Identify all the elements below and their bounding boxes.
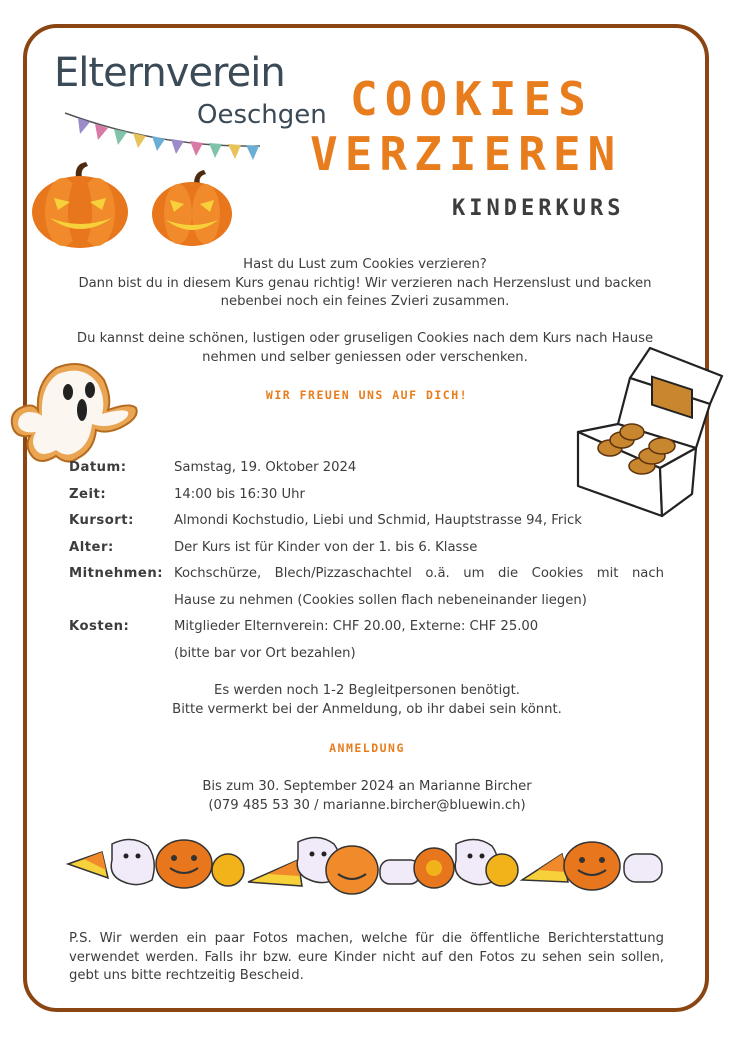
helpers-line: Bitte vermerkt bei der Anmeldung, ob ihr dabei sein könnt. [172,701,562,717]
detail-value-line: Kochschürze, Blech/Pizzaschachtel o.ä. um die Cookies mit nach [174,566,664,581]
detail-row-zeit [69,482,664,509]
intro-line: nebenbei noch ein feines Zvieri zusammen. [220,294,510,309]
detail-value: Almondi Kochstudio, Liebi und Schmid, Hauptstrasse 94, Frick [174,513,582,528]
detail-value [174,614,664,667]
registration-info [0,778,734,815]
detail-value-line: Mitglieder Elternverein: CHF 20.00, Externe: CHF 25.00 [174,619,539,634]
helpers-note [0,682,734,719]
detail-row-datum [69,455,664,482]
ps-note: P.S. Wir werden ein paar Fotos machen, welche für die öffentliche Berichterstattung verwendet werden. Falls ihr bzw. eure Kinder nicht auf den Fotos zu sehen sein sollen, gebt uns bitte rechtzeitig Bescheid. [69,931,664,983]
course-details [69,455,664,667]
detail-label: Mitnehmen: [69,566,164,581]
detail-label: Kosten: [69,619,130,634]
detail-value: 14:00 bis 16:30 Uhr [174,486,305,502]
detail-value-line: (bitte bar vor Ort bezahlen) [174,645,356,661]
detail-label: Kursort: [69,513,134,528]
intro-line: Hast du Lust zum Cookies verzieren? [243,257,487,272]
registration-line: Bis zum 30. September 2024 an Marianne Bircher [202,779,532,794]
ghost-cookie-icon [8,358,143,470]
detail-value [174,561,664,614]
title-line-2: VERZIEREN [310,127,623,181]
intro-line: Dann bist du in diesem Kurs genau richtig! Wir verzieren nach Herzenslust und backen [78,275,652,291]
detail-row-alter [69,535,664,562]
bunting-icon [60,108,270,168]
detail-value: Der Kurs ist für Kinder von der 1. bis 6. Klasse [174,539,478,555]
registration-heading: ANMELDUNG [329,741,405,755]
intro-line: Du kannst deine schönen, lustigen oder gruseligen Cookies nach dem Kurs nach Hause [76,331,654,346]
detail-row-mitnehmen [69,561,664,614]
helpers-line: Es werden noch 1-2 Begleitpersonen benötigt. [214,683,520,698]
welcome-heading: WIR FREUEN UNS AUF DICH! [265,388,469,402]
halloween-candy-border-icon [62,830,672,900]
logo-title: Elternverein [54,50,285,96]
detail-label: Alter: [69,539,114,555]
registration-contact: (079 485 53 30 / marianne.bircher@bluewin.ch) [208,797,526,813]
detail-label: Zeit: [69,486,107,502]
detail-label: Datum: [69,460,127,475]
course-type: KINDERKURS [452,196,625,221]
detail-value-line: Hause zu nehmen (Cookies sollen flach nebeneinander liegen) [174,592,587,608]
jack-o-lantern-icon [28,160,248,250]
detail-row-kosten [69,614,664,667]
logo-subtitle: Oeschgen [197,100,327,130]
title-line-1: COOKIES [350,72,593,126]
intro-line: nehmen und selber geniessen oder verschenken. [202,349,528,365]
detail-row-kursort [69,508,664,535]
detail-value: Samstag, 19. Oktober 2024 [174,460,357,475]
